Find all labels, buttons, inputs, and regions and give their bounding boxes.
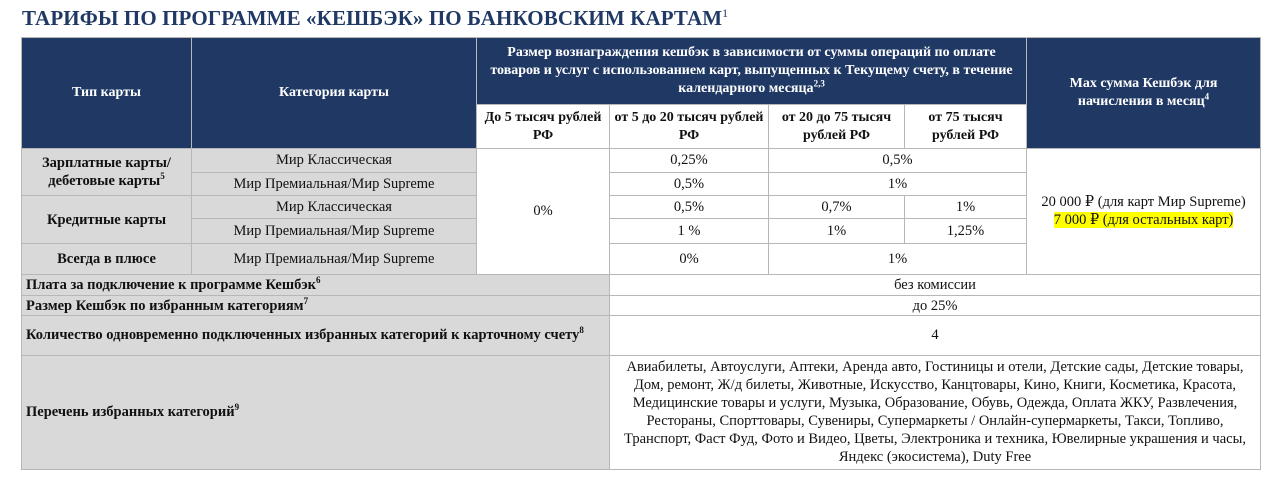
row-category: Мир Классическая [192, 195, 477, 218]
max-values [1027, 149, 1261, 274]
header-range-4: от 75 тысяч рублей РФ [905, 104, 1027, 149]
fee-row [22, 316, 1261, 355]
fee-row [22, 295, 1261, 315]
group-credit: Кредитные карты [22, 195, 192, 244]
max-line-2: 7 000 ₽ (для остальных карт) [1053, 212, 1234, 229]
r4-value: 1% [905, 195, 1027, 218]
r2-value: 1 % [610, 219, 769, 244]
row-category: Мир Премиальная/Мир Supreme [192, 219, 477, 244]
r34-value: 0,5% [769, 149, 1027, 172]
header-card-type: Тип карты [22, 38, 192, 149]
header-range-3: от 20 до 75 тысяч рублей РФ [769, 104, 905, 149]
header-range-1: До 5 тысяч рублей РФ [477, 104, 610, 149]
r3-value: 0,7% [769, 195, 905, 218]
r2-value: 0,5% [610, 195, 769, 218]
header-reward: Размер вознаграждения кешбэк в зависимости от суммы операций по оплате товаров и услуг с использованием карт, выпущенных к Текущему счету, в течение календарного месяца$^{2,3}$ [477, 38, 1027, 105]
header-range-2: от 5 до 20 тысяч рублей РФ [610, 104, 769, 149]
group-always-plus: Всегда в плюсе [22, 244, 192, 274]
r2-value: 0,25% [610, 149, 769, 172]
fee-value-categories-list: Авиабилеты, Автоуслуги, Аптеки, Аренда авто, Гостиницы и отели, Детские сады, Детские товары, Дом, ремонт, Ж/д билеты, Животные, Искусство, Канцтовары, Кино, Книги, Косметика, Красота, Медицинские товары и услуги, Музыка, Образование, Обувь, Одежда, Оплата ЖКУ, Развлечения, Рестораны, Спорттовары, Сувениры, Супермаркеты / Онлайн-супермаркеты, Такси, Топливо, Транспорт, Фаст Фуд, Фото и Видео, Цветы, Электроника и техника, Ювелирные украшения и часы, Яндекс (экосистема), Duty Free [610, 355, 1261, 469]
fee-label-categories-list: Перечень избранных категорий$^9$ [22, 355, 610, 469]
tariffs-table [21, 37, 1261, 470]
r3-value: 1% [769, 219, 905, 244]
fee-row [22, 355, 1261, 469]
fee-row [22, 274, 1261, 295]
r34-value: 1% [769, 172, 1027, 195]
fee-label-favorite-size: Размер Кешбэк по избранным категориям$^7$ [22, 295, 610, 315]
r4-value: 1,25% [905, 219, 1027, 244]
page-title: ТАРИФЫ ПО ПРОГРАММЕ «КЕШБЭК» ПО БАНКОВСКИМ КАРТАМ$^1$ [22, 6, 729, 30]
r2-value: 0,5% [610, 172, 769, 195]
fee-value-favorite-size: до 25% [610, 295, 1261, 315]
table-row [22, 149, 1261, 172]
r2-value: 0% [610, 244, 769, 274]
header-card-category: Категория карты [192, 38, 477, 149]
fee-label-connection: Плата за подключение к программе Кешбэк$^6$ [22, 274, 610, 295]
row-category: Мир Классическая [192, 149, 477, 172]
title-footnote: 1 [722, 6, 729, 20]
max-line-1: 20 000 ₽ (для карт Мир Supreme) [1041, 194, 1246, 211]
r34-value: 1% [769, 244, 1027, 274]
r1-value: 0% [477, 149, 610, 274]
group-salary-debit: Зарплатные карты/ дебетовые карты$^5$ [22, 149, 192, 196]
header-max-cashback: Max сумма Кешбэк для начисления в месяц$^4$ [1027, 38, 1261, 149]
fee-label-categories-count: Количество одновременно подключенных избранных категорий к карточному счету$^8$ [22, 316, 610, 355]
row-category: Мир Премиальная/Мир Supreme [192, 172, 477, 195]
row-category: Мир Премиальная/Мир Supreme [192, 244, 477, 274]
fee-value-categories-count: 4 [610, 316, 1261, 355]
fee-value-connection: без комиссии [610, 274, 1261, 295]
